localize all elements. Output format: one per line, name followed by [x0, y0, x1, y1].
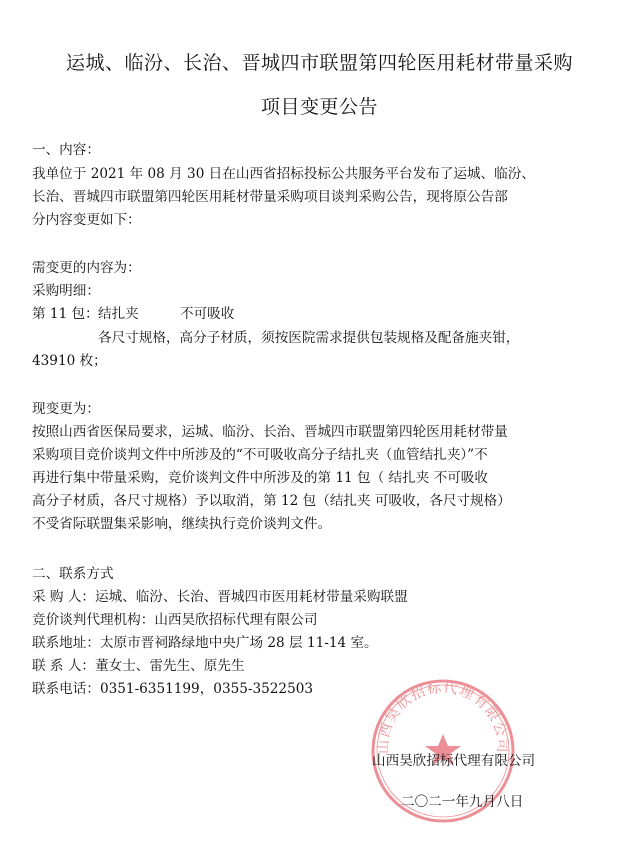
section2-heading: 二、联系方式: [32, 566, 114, 582]
contact-purchaser: 采 购 人：运城、临汾、长治、晋城四市医用耗材带量采购联盟: [32, 589, 408, 605]
now-label: 现变更为：: [32, 401, 100, 417]
signature-company: 山西昊欣招标代理有限公司: [372, 753, 536, 769]
seal-text: 山西昊欣招标代理有限公司: [375, 679, 511, 755]
detail-label: 采购明细：: [32, 283, 100, 299]
signature-date: 二〇二一年九月八日: [401, 794, 524, 810]
section1-heading: 一、内容：: [32, 142, 100, 158]
title-line-1: 运城、临汾、长治、晋城四市联盟第四轮医用耗材带量采购: [65, 52, 573, 74]
now-para-line-2: 采购项目竞价谈判文件中所涉及的“不可吸收高分子结扎夹（血管结扎夹）”不: [32, 447, 488, 463]
item-quantity: 43910 枚；: [32, 353, 107, 369]
item-type: 不可吸收: [180, 306, 235, 322]
item-package: 第 11 包：: [32, 306, 99, 322]
now-para-line-1: 按照山西省医保局要求，运城、临汾、长治、晋城四市联盟第四轮医用耗材带量: [32, 424, 508, 440]
title-line-2: 项目变更公告: [260, 96, 378, 118]
contact-phone: 联系电话：0351-6351199，0355-3522503: [32, 681, 314, 697]
now-para-line-5: 不受省际联盟集采影响，继续执行竞价谈判文件。: [32, 516, 332, 532]
section1-para-line-3: 分内容变更如下：: [32, 212, 141, 228]
now-para-line-3: 再进行集中带量采购，竞价谈判文件中所涉及的第 11 包（ 结扎夹 不可吸收: [32, 470, 488, 486]
section1-para-line-2: 长治、晋城四市联盟第四轮医用耗材带量采购项目谈判采购公告，现将原公告部: [32, 189, 508, 205]
now-para-line-4: 高分子材质，各尺寸规格）予以取消，第 12 包（结扎夹 可吸收，各尺寸规格）: [32, 493, 511, 509]
contact-agency: 竞价谈判代理机构：山西昊欣招标代理有限公司: [32, 612, 318, 628]
contact-person: 联 系 人：董女士、雷先生、原先生: [32, 658, 245, 674]
section1-para-line-1: 我单位于 2021 年 08 月 30 日在山西省招标投标公共服务平台发布了运城、临汾、: [32, 166, 535, 182]
change-label: 需变更的内容为：: [32, 260, 141, 276]
item-name: 结扎夹: [98, 306, 139, 322]
contact-address: 联系地址：太原市晋祠路绿地中央广场 28 层 11-14 室。: [32, 635, 378, 651]
item-description: 各尺寸规格，高分子材质，须按医院需求提供包装规格及配备施夹钳，: [98, 330, 520, 346]
